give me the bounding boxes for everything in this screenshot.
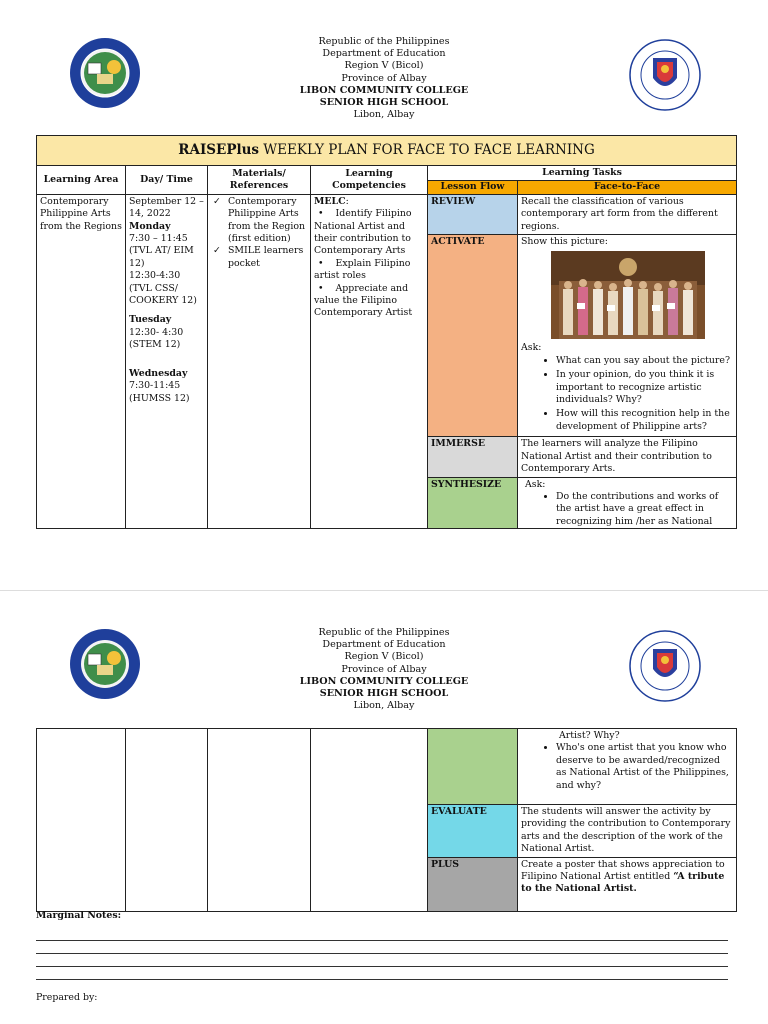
school-division: SENIOR HIGH SCHOOL — [319, 97, 449, 109]
header-lesson-flow: Lesson Flow — [428, 181, 518, 194]
header-learning-tasks: Learning Tasks — [428, 166, 737, 181]
activate-intro: Show this picture: — [521, 236, 608, 248]
flow-review-text: Recall the classification of various contemporary art form from the different regions. — [518, 194, 737, 234]
schedule-date: September 12 – 14, 2022 — [129, 195, 204, 220]
marginal-notes-label: Marginal Notes: — [36, 910, 122, 921]
activate-question: • How will this recognition help in the development of Philippine arts? — [556, 408, 733, 433]
competency-item: • Explain Filipino artist roles — [314, 257, 411, 282]
competencies-cell — [311, 194, 428, 528]
deped-seal-logo — [628, 629, 702, 703]
header-line: Department of Education — [322, 48, 446, 60]
school-location: Libon, Albay — [353, 109, 415, 121]
school-division: SENIOR HIGH SCHOOL — [319, 688, 449, 700]
activate-question: • In your opinion, do you think it is important to recognize artistic individuals? Why? — [556, 369, 733, 406]
schedule-monday: Monday — [129, 220, 171, 232]
weekly-plan-table-continued — [36, 728, 737, 912]
flow-plus-text: Create a poster that shows appreciation to Filipino National Artist entitled “A tribute to the National Artist. — [518, 857, 737, 911]
schedule-wednesday: Wednesday — [129, 367, 188, 379]
schedule-tuesday: Tuesday — [129, 314, 172, 326]
material-item: ✓ SMILE learners pocket — [211, 245, 307, 270]
melc-label: MELC: — [314, 195, 349, 207]
material-item: ✓ Contemporary Philippine Arts from the Region (first edition) — [211, 196, 307, 246]
header-text — [230, 627, 538, 712]
learning-area-cell: Contemporary Philippine Arts from the Regions — [37, 194, 126, 528]
schedule-tuesday-slot: 12:30- 4:30 (STEM 12) — [129, 326, 184, 351]
synth-question-cont: Artist? Why? — [559, 730, 620, 741]
empty-cell — [126, 729, 208, 912]
plan-title: RAISEPlus WEEKLY PLAN FOR FACE TO FACE LEARNING — [37, 136, 737, 166]
deped-seal-logo — [628, 38, 702, 112]
header-learning-area: Learning Area — [37, 166, 126, 195]
flow-evaluate-text: The students will answer the activity by providing the contribution to Contemporary arts and the description of the work of the National Artist. — [518, 805, 737, 858]
header-line: Republic of the Philippines — [318, 627, 450, 638]
flow-synthesize-label: SYNTHESIZE — [428, 477, 518, 528]
flow-plus-label: PLUS — [428, 857, 518, 911]
note-line — [36, 979, 728, 980]
page-2 — [0, 590, 768, 1024]
empty-cell — [311, 729, 428, 912]
libon-college-logo — [68, 36, 142, 110]
header-day-time: Day/ Time — [126, 166, 208, 195]
empty-cell — [37, 729, 126, 912]
page-1-header — [0, 0, 768, 121]
materials-cell — [208, 194, 311, 528]
header-line: Region V (Bicol) — [344, 651, 424, 663]
header-line: Republic of the Philippines — [318, 36, 450, 47]
libon-college-logo — [68, 627, 142, 701]
flow-synthesize-content — [518, 477, 737, 528]
synth-ask: Ask: — [525, 478, 546, 490]
header-text — [230, 36, 538, 121]
flow-immerse-label: IMMERSE — [428, 437, 518, 477]
day-time-cell — [126, 194, 208, 528]
note-line — [36, 966, 728, 967]
school-name: LIBON COMMUNITY COLLEGE — [299, 675, 469, 687]
flow-evaluate-label: EVALUATE — [428, 805, 518, 858]
schedule-monday-slot: 12:30-4:30 (TVL CSS/ COOKERY 12) — [129, 270, 197, 307]
activate-ask: Ask: — [521, 342, 542, 354]
header-line: Province of Albay — [341, 663, 427, 675]
flow-synthesize-continued — [428, 729, 518, 805]
synth-question: • Who's one artist that you know who deserve to be awarded/recognized as National Artist of the Philippines, and why? — [556, 742, 733, 792]
header-face-to-face: Face-to-Face — [518, 181, 737, 194]
header-line: Department of Education — [322, 639, 446, 651]
header-materials: Materials/ References — [208, 166, 311, 195]
competency-item: • Identify Filipino National Artist and their contribution to Contemporary Arts — [314, 208, 412, 257]
header-line: Region V (Bicol) — [344, 60, 424, 72]
header-line: Province of Albay — [341, 72, 427, 84]
flow-activate-label: ACTIVATE — [428, 235, 518, 437]
page-2-header — [0, 591, 768, 712]
empty-cell — [208, 729, 311, 912]
flow-synthesize-content-continued — [518, 729, 737, 805]
school-location: Libon, Albay — [353, 700, 415, 712]
competency-item: • Appreciate and value the Filipino Contemporary Artist — [314, 282, 413, 319]
weekly-plan-table — [36, 135, 737, 529]
header-competencies: Learning Competencies — [311, 166, 428, 195]
schedule-wednesday-slot: 7:30-11:45 (HUMSS 12) — [129, 380, 190, 404]
flow-immerse-text: The learners will analyze the Filipino National Artist and their contribution to Contemporary Arts. — [518, 437, 737, 477]
school-name: LIBON COMMUNITY COLLEGE — [299, 84, 469, 96]
flow-activate-content — [518, 235, 737, 437]
schedule-monday-slot: 7:30 – 11:45 (TVL AT/ EIM 12) — [129, 233, 194, 269]
activate-question: • What can you say about the picture? — [556, 355, 733, 367]
prepared-by-label: Prepared by: — [36, 992, 98, 1003]
note-line — [36, 940, 728, 941]
national-artists-photo — [551, 251, 705, 339]
flow-review-label: REVIEW — [428, 194, 518, 234]
note-line — [36, 953, 728, 954]
synth-question: • Do the contributions and works of the artist have a great effect in recognizing him /her as National — [556, 491, 733, 527]
